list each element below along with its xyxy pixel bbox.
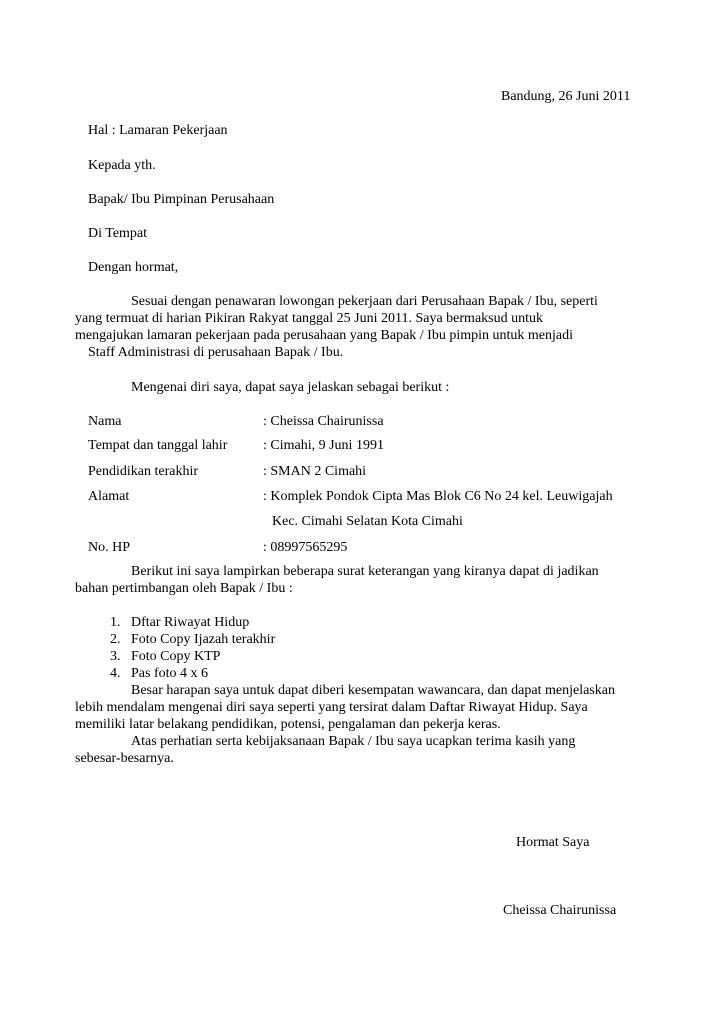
letter-subject: Hal : Lamaran Pekerjaan [88, 123, 228, 138]
list-item-number: 2. [110, 632, 121, 647]
detail-value-phone: : 08997565295 [263, 540, 348, 555]
paragraph-line: Berikut ini saya lampirkan beberapa surat keterangan yang kiranya dapat di jadikan [131, 564, 599, 579]
detail-value-birth: : Cimahi, 9 Juni 1991 [263, 438, 384, 453]
list-item-text: Foto Copy KTP [131, 649, 221, 664]
detail-label-name: Nama [88, 414, 122, 429]
paragraph-line: Atas perhatian serta kebijaksanaan Bapak / Ibu saya ucapkan terima kasih yang [131, 734, 576, 749]
list-item-number: 4. [110, 666, 121, 681]
detail-value-address: : Komplek Pondok Cipta Mas Blok C6 No 24 kel. Leuwigajah [263, 489, 613, 504]
paragraph-line: Sesuai dengan penawaran lowongan pekerjaan dari Perusahaan Bapak / Ibu, seperti [131, 294, 598, 309]
list-item-number: 3. [110, 649, 121, 664]
addressee-name: Bapak/ Ibu Pimpinan Perusahaan [88, 192, 275, 207]
list-item-number: 1. [110, 615, 121, 630]
paragraph-line: yang termuat di harian Pikiran Rakyat tanggal 25 Juni 2011. Saya bermaksud untuk [75, 311, 543, 326]
list-item-text: Dftar Riwayat Hidup [131, 615, 250, 630]
paragraph-line: sebesar-besarnya. [75, 751, 174, 766]
detail-label-address: Alamat [88, 489, 130, 504]
paragraph-line: Staff Administrasi di perusahaan Bapak / Ibu. [88, 345, 344, 360]
signature-name: Cheissa Chairunissa [503, 903, 617, 918]
detail-value-name: : Cheissa Chairunissa [263, 414, 384, 429]
paragraph-line: memiliki latar belakang pendidikan, potensi, pengalaman dan pekerja keras. [75, 717, 501, 732]
place-date: Bandung, 26 Juni 2011 [501, 89, 631, 104]
detail-value-address-line2: Kec. Cimahi Selatan Kota Cimahi [272, 514, 463, 529]
paragraph-line: mengajukan lamaran pekerjaan pada perusahaan yang Bapak / Ibu pimpin untuk menjadi [75, 328, 573, 343]
paragraph-line: bahan pertimbangan oleh Bapak / Ibu : [75, 581, 293, 596]
paragraph-line: lebih mendalam mengenai diri saya seperti yang tersirat dalam Daftar Riwayat Hidup. Saya [75, 700, 588, 715]
list-item-text: Foto Copy Ijazah terakhir [131, 632, 276, 647]
addressee-to: Kepada yth. [88, 158, 156, 173]
detail-label-birth: Tempat dan tanggal lahir [88, 438, 228, 453]
salutation: Dengan hormat, [88, 260, 179, 275]
details-intro: Mengenai diri saya, dapat saya jelaskan sebagai berikut : [131, 380, 450, 395]
addressee-location: Di Tempat [88, 226, 148, 241]
paragraph-line: Besar harapan saya untuk dapat diberi kesempatan wawancara, dan dapat menjelaskan [131, 683, 615, 698]
detail-label-phone: No. HP [88, 540, 131, 555]
detail-label-education: Pendidikan terakhir [88, 464, 199, 479]
detail-value-education: : SMAN 2 Cimahi [263, 464, 367, 479]
list-item-text: Pas foto 4 x 6 [131, 666, 208, 681]
closing-phrase: Hormat Saya [516, 835, 590, 850]
